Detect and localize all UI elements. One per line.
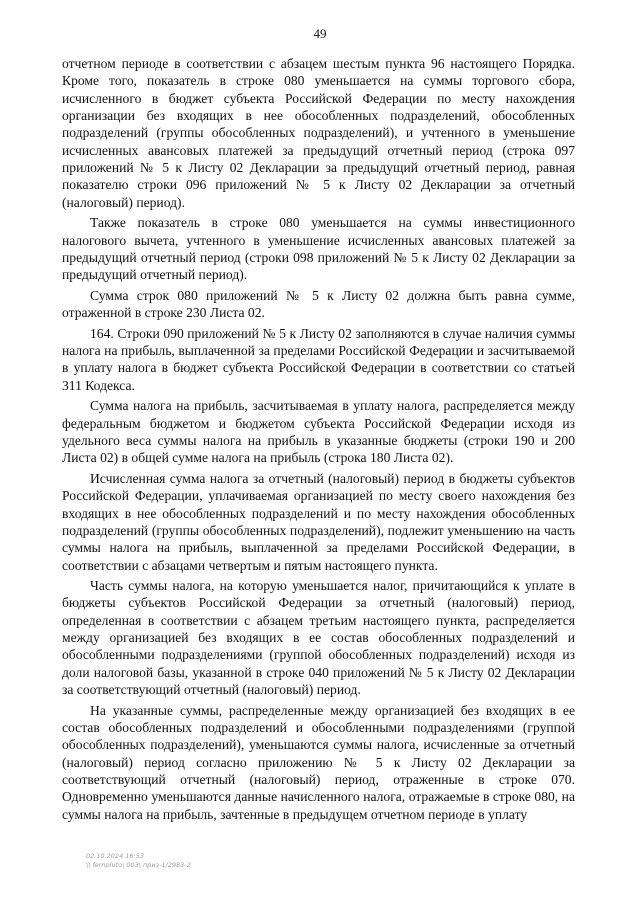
paragraph: Также показатель в строке 080 уменьшается на суммы инвестиционного налогового вычета, учтенного в уменьшение исчисленных авансовых платежей за предыдущий отчетный период (строки 098 приложений № 5 к Листу 02 Декларации за предыдущий отчетный период). [62,215,575,283]
stamp-path: \\ fernpluto\ 003\ приз-1/2983-2 [86,861,191,869]
document-body [62,55,575,826]
stamp-date: 02.10.2024 16:53 [86,852,145,860]
document-stamp [86,852,191,870]
paragraph: Сумма налога на прибыль, засчитываемая в уплату налога, распределяется между федеральным бюджетом и бюджетом субъекта Российской Федерации исходя из удельного веса суммы налога на прибыль в указанные бюджеты (строки 190 и 200 Листа 02) в общей сумме налога на прибыль (строка 180 Листа 02). [62,398,575,466]
paragraph: отчетном периоде в соответствии с абзацем шестым пункта 96 настоящего Порядка. Кроме того, показатель в строке 080 уменьшается на суммы торгового сбора, исчисленного в бюджет субъекта Российской Федерации по месту нахождения организации без входящих в нее обособленных подразделений, обособленных подразделений (группы обособленных подразделений), и учтенного в уменьшение исчисленных авансовых платежей за предыдущий отчетный период (строка 097 приложений № 5 к Листу 02 Декларации за предыдущий отчетный период, равная показателю строки 096 приложений № 5 к Листу 02 Декларации за отчетный (налоговый) период). [62,56,575,210]
paragraph: 164. Строки 090 приложений № 5 к Листу 02 заполняются в случае наличия суммы налога на прибыль, выплаченной за пределами Российской Федерации и засчитываемой в уплату налога в бюджет субъекта Российской Федерации в соответствии со статьей 311 Кодекса. [62,325,575,393]
page-number: 49 [313,26,327,41]
paragraph: Исчисленная сумма налога за отчетный (налоговый) период в бюджеты субъектов Российской Федерации, уплачиваемая организацией по месту своего нахождения без входящих в нее обособленных подразделений и по месту нахождения обособленных подразделений (группы обособленных подразделений), подлежит уменьшению на часть суммы налога на прибыль, выплаченной за пределами Российской Федерации, в соответствии с абзацами четвертым и пятым настоящего пункта. [62,470,575,573]
paragraph: На указанные суммы, распределенные между организацией без входящих в ее состав обособленных подразделений и обособленными подразделениями (группой обособленных подразделений), уменьшаются суммы налога, исчисленные за отчетный (налоговый) период согласно приложению № 5 к Листу 02 Декларации за соответствующий отчетный (налоговый) период, отраженные в строке 070. Одновременно уменьшаются данные начисленного налога, отражаемые в строке 080, на суммы налога на прибыль, зачтенные в предыдущем отчетном периоде в уплату [62,702,575,822]
paragraph: Часть суммы налога, на которую уменьшается налог, причитающийся к уплате в бюджеты субъектов Российской Федерации за отчетный (налоговый) период, определенная в соответствии с абзацем третьим настоящего пункта, распределяется между организацией без входящих в ее состав обособленных подразделений и обособленными подразделениями (группой обособленных подразделений) исходя из доли налоговой базы, указанной в строке 040 приложений № 5 к Листу 02 Декларации за соответствующий отчетный (налоговый) период. [62,578,575,698]
paragraph: Сумма строк 080 приложений № 5 к Листу 02 должна быть равна сумме, отраженной в строке 230 Листа 02. [62,287,575,321]
